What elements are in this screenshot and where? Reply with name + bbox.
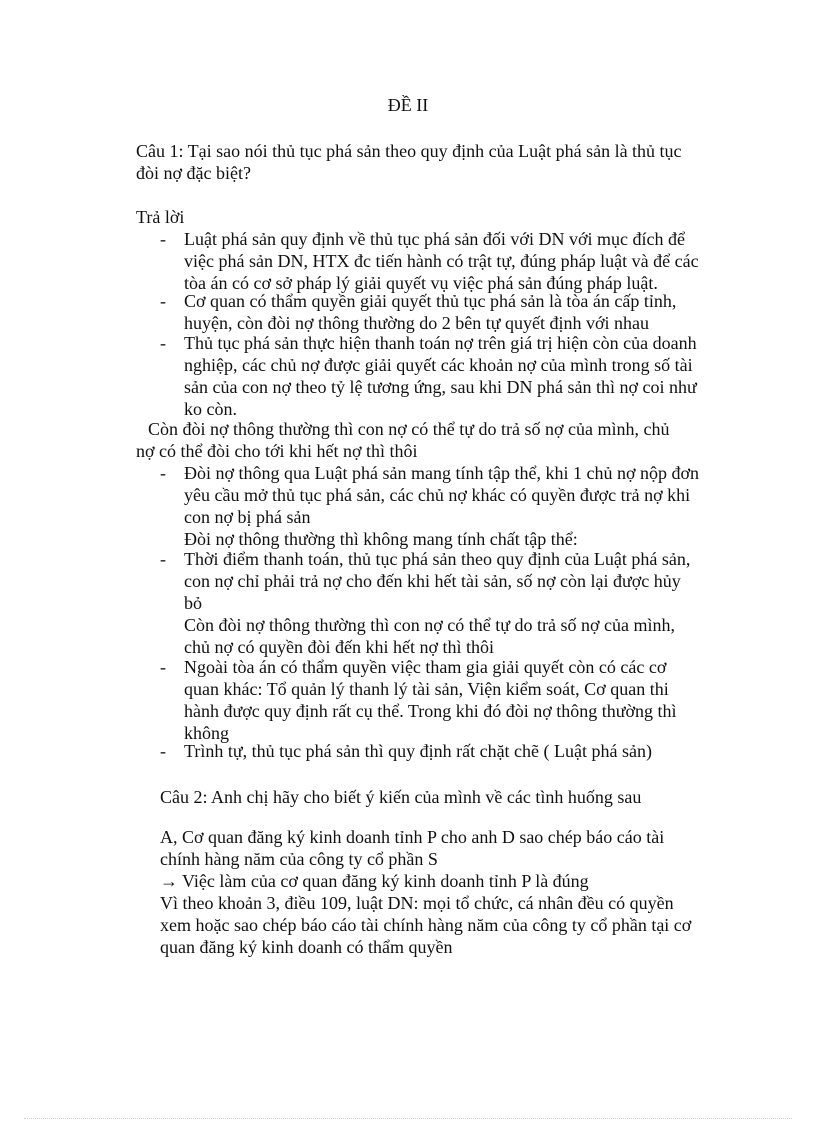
bullet-item xyxy=(184,290,744,334)
text-line: nợ có thể đòi cho tới khi hết nợ thì thôi xyxy=(136,441,418,461)
text-line: quan khác: Tổ quản lý thanh lý tài sản, Viện kiểm soát, Cơ quan thi xyxy=(184,679,669,699)
text-line: Ngoài tòa án có thẩm quyền việc tham gia giải quyết còn có các cơ xyxy=(184,657,667,677)
conclusion-text: Việc làm của cơ quan đăng ký kinh doanh tỉnh P là đúng xyxy=(182,871,589,891)
page-bottom-divider xyxy=(24,1118,792,1119)
text-line: tòa án có cơ sở pháp lý giải quyết vụ việc phá sản đúng pháp luật. xyxy=(184,273,658,293)
text-line: Còn đòi nợ thông thường thì con nợ có thể tự do trả số nợ của mình, chủ xyxy=(148,419,670,439)
bullet-dash: - xyxy=(160,291,166,311)
bullet-item xyxy=(184,656,744,744)
text-line: yêu cầu mở thủ tục phá sản, các chủ nợ khác có quyền được trả nợ khi xyxy=(184,485,691,505)
question-1-line: đòi nợ đặc biệt? xyxy=(136,163,251,183)
bullet-dash: - xyxy=(160,657,166,677)
bullet-item xyxy=(184,462,744,550)
bullet-item xyxy=(184,228,744,294)
text-line: nghiệp, các chủ nợ được giải quyết các khoản nợ của mình trong số tài xyxy=(184,355,693,375)
bullet-dash: - xyxy=(160,741,166,761)
bullet-item xyxy=(184,332,744,420)
text-line: Vì theo khoản 3, điều 109, luật DN: mọi tổ chức, cá nhân đều có quyền xyxy=(160,893,674,913)
text-line: Đòi nợ thông qua Luật phá sản mang tính tập thể, khi 1 chủ nợ nộp đơn xyxy=(184,463,699,483)
text-line: Đòi nợ thông thường thì không mang tính chất tập thể: xyxy=(184,529,578,549)
text-line: con nợ chỉ phải trả nợ cho đến khi hết tài sản, số nợ còn lại được hủy xyxy=(184,571,681,591)
bullet-dash: - xyxy=(160,549,166,569)
question-1 xyxy=(136,140,682,184)
text-line: hành được quy định rất cụ thể. Trong khi đó đòi nợ thông thường thì xyxy=(184,701,677,721)
text-line: huyện, còn đòi nợ thông thường do 2 bên tự quyết định với nhau xyxy=(184,313,650,333)
question-2: Câu 2: Anh chị hãy cho biết ý kiến của mình về các tình huống sau xyxy=(160,787,642,807)
text-line: không xyxy=(184,723,229,743)
bullet-dash: - xyxy=(160,333,166,353)
text-line: chủ nợ có quyền đòi đến khi hết nợ thì thôi xyxy=(184,637,494,657)
answer-label: Trả lời xyxy=(136,207,185,227)
question-1-line: Câu 1: Tại sao nói thủ tục phá sản theo quy định của Luật phá sản là thủ tục xyxy=(136,141,682,161)
text-line: xem hoặc sao chép báo cáo tài chính hàng năm của công ty cổ phần tại cơ xyxy=(160,915,692,935)
conclusion-line xyxy=(160,870,691,892)
bullet-dash: - xyxy=(160,463,166,483)
bullet-item: Trình tự, thủ tục phá sản thì quy định rất chặt chẽ ( Luật phá sản) xyxy=(184,741,652,761)
bullet-dash: - xyxy=(160,229,166,249)
text-line: ko còn. xyxy=(184,399,237,419)
arrow-right-icon: → xyxy=(160,871,178,891)
text-line: sản của con nợ theo tỷ lệ tương ứng, sau khi DN phá sản thì nợ coi như xyxy=(184,377,697,397)
text-line: Cơ quan có thẩm quyền giải quyết thủ tục phá sản là tòa án cấp tỉnh, xyxy=(184,291,677,311)
note-paragraph xyxy=(148,418,670,440)
text-line: Thủ tục phá sản thực hiện thanh toán nợ trên giá trị hiện còn của doanh xyxy=(184,333,697,353)
text-line: việc phá sản DN, HTX đc tiến hành có trật tự, đúng pháp luật và để các xyxy=(184,251,699,271)
text-line: quan đăng ký kinh doanh có thẩm quyền xyxy=(160,937,453,957)
document-title: ĐỀ II xyxy=(387,95,429,115)
text-line: con nợ bị phá sản xyxy=(184,507,311,527)
text-line: Còn đòi nợ thông thường thì con nợ có thể tự do trả số nợ của mình, xyxy=(184,615,676,635)
text-line: bỏ xyxy=(184,593,202,613)
text-line: Thời điểm thanh toán, thủ tục phá sản theo quy định của Luật phá sản, xyxy=(184,549,691,569)
text-line: chính hàng năm của công ty cổ phần S xyxy=(160,849,438,869)
bullet-item xyxy=(184,548,744,658)
note-paragraph xyxy=(136,440,418,462)
case-a xyxy=(160,826,691,958)
text-line: A, Cơ quan đăng ký kinh doanh tỉnh P cho anh D sao chép báo cáo tài xyxy=(160,827,665,847)
text-line: Luật phá sản quy định về thủ tục phá sản đối với DN với mục đích để xyxy=(184,229,685,249)
